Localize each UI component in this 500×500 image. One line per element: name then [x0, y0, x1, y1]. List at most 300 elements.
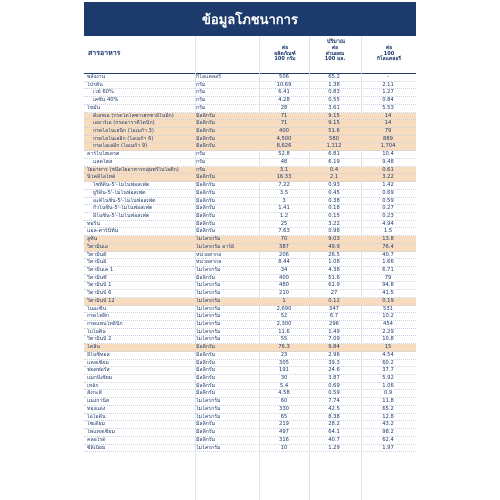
- per-100g-cell: 48: [280, 158, 288, 165]
- per-100ml-cell: 1.29: [328, 444, 340, 451]
- per-100ml-cell: 1.49: [328, 328, 340, 335]
- per-100kcal-cell: 1.66: [382, 259, 394, 266]
- per-100g-header-line: ผลิตภัณฑ์: [274, 50, 296, 57]
- table-row: [84, 97, 416, 105]
- nutrient-name-cell: แลคโตส: [93, 158, 113, 165]
- unit-cell: หน่วยสากล: [196, 259, 222, 266]
- nutrient-name-cell: แมกนีเซียม: [87, 375, 113, 382]
- per-100ml-cell: 0.59: [328, 390, 340, 397]
- per-100kcal-cell: 889: [383, 135, 393, 142]
- nutrient-name-cell: โซเดียม: [87, 421, 105, 428]
- table-row: [84, 205, 416, 213]
- per-100g-cell: 1: [282, 297, 286, 304]
- per-100g-cell: 71: [280, 112, 288, 119]
- per-100ml-cell: 0.55: [328, 97, 340, 104]
- nutrient-name-cell: อิโนซีน-5'-โมโนฟอสเฟต: [93, 212, 150, 219]
- table-row: [84, 321, 416, 329]
- table-row: [84, 267, 416, 275]
- unit-cell: มิลลิกรัม: [196, 197, 216, 204]
- unit-cell: หน่วยสากล: [196, 251, 222, 258]
- per-100ml-cell: 0.93: [328, 182, 340, 189]
- unit-cell: มิลลิกรัม: [196, 220, 216, 227]
- per-100kcal-cell: 0.59: [382, 197, 394, 204]
- per-100ml-cell: 42.5: [328, 405, 340, 412]
- table-row: [84, 82, 416, 90]
- per-100g-cell: 3: [282, 197, 286, 204]
- table-row: [84, 406, 416, 414]
- per-100g-cell: 219: [279, 421, 289, 428]
- per-100g-cell: 2,690: [276, 305, 292, 312]
- per-100kcal-header: [364, 46, 414, 63]
- per-100kcal-cell: 9.48: [382, 158, 394, 165]
- unit-cell: มิลลิกรัม: [196, 390, 216, 397]
- per-100g-cell: 10: [280, 444, 288, 451]
- unit-cell: ไมโครกรัม: [196, 413, 221, 420]
- per-100g-cell: 305: [279, 359, 289, 366]
- unit-cell: มิลลิกรัม: [196, 351, 216, 358]
- per-100g-cell: 16.33: [276, 174, 292, 181]
- unit-cell: มิลลิกรัม: [196, 382, 216, 389]
- nutrient-name-cell: วิตามินดี: [87, 251, 107, 258]
- per-100ml-header-line: ส่วนผสม: [325, 50, 345, 57]
- per-100kcal-cell: 4.94: [382, 220, 394, 227]
- per-100g-cell: 497: [279, 429, 289, 436]
- unit-cell: มิลลิกรัม: [196, 429, 216, 436]
- unit-cell: มิลลิกรัม: [196, 189, 216, 196]
- per-100kcal-cell: -: [387, 74, 389, 80]
- nutrient-name-cell: คลอไรด์: [87, 436, 106, 443]
- table-row: [84, 228, 416, 236]
- per-100g-cell: 25: [280, 220, 288, 227]
- nutrient-name-cell: ลูทีน: [87, 236, 98, 243]
- per-100ml-cell: 24.6: [328, 367, 340, 374]
- per-100kcal-cell: 0.84: [382, 97, 394, 104]
- per-100g-cell: 23: [280, 351, 288, 358]
- table-row: [84, 198, 416, 206]
- nutrient-name-cell: สังกะสี: [87, 390, 102, 397]
- table-row: [84, 313, 416, 321]
- per-100g-cell: 330: [279, 405, 289, 412]
- nutrient-name-cell: โพแทสเซียม: [87, 429, 115, 436]
- table-row: [84, 298, 416, 306]
- nutrient-name-cell: เหล็ก: [87, 382, 99, 389]
- nutrient-name-cell: กัวโนซีน-5'-โมโนฟอสเฟต: [93, 205, 153, 212]
- per-100ml-cell: 1,112: [326, 143, 342, 150]
- per-100ml-cell: 51.6: [328, 128, 340, 135]
- per-100kcal-cell: 15: [384, 344, 392, 351]
- per-100g-cell: 30: [280, 375, 288, 382]
- table-row: [84, 259, 416, 267]
- unit-cell: ไมโครกรัม: [196, 328, 221, 335]
- per-100ml-cell: 0.15: [328, 212, 340, 219]
- per-100g-cell: 71: [280, 120, 288, 127]
- per-100kcal-cell: 14: [384, 120, 392, 127]
- per-100g-cell: 4,500: [276, 135, 292, 142]
- unit-cell: กรัม: [196, 97, 206, 104]
- per-100kcal-cell: 3.22: [382, 174, 394, 181]
- nutrient-name-cell: โปรตีน: [87, 81, 103, 88]
- table-row: [84, 336, 416, 344]
- per-100kcal-cell: 6.71: [382, 266, 394, 273]
- per-100ml-cell: 0.69: [328, 382, 340, 389]
- unit-cell: มิลลิกรัม: [196, 135, 216, 142]
- table-row: [84, 390, 416, 398]
- per-100g-cell: 506: [279, 74, 289, 80]
- nutrient-name-cell: แอล-คาร์นิทีน: [87, 228, 119, 235]
- unit-cell: ไมโครกรัม อาร์อี: [196, 243, 234, 250]
- nutrient-name-cell: เออาร์เอ (กรดอาราคิโดนิก): [93, 120, 155, 127]
- per-100g-cell: 6.41: [278, 89, 290, 96]
- per-100g-cell: 8.44: [278, 259, 290, 266]
- nutrient-name-cell: ไนอะซิน: [87, 305, 107, 312]
- table-row: [84, 429, 416, 437]
- per-100ml-cell: 0.12: [328, 297, 340, 304]
- per-100ml-cell: 0.83: [328, 89, 340, 96]
- unit-cell: มิลลิกรัม: [196, 212, 216, 219]
- table-row: [84, 174, 416, 182]
- per-100g-cell: 11.6: [278, 328, 290, 335]
- unit-cell: มิลลิกรัม: [196, 274, 216, 281]
- per-100kcal-cell: 76.4: [382, 243, 394, 250]
- per-100g-cell: 3.1: [279, 166, 289, 173]
- table-row: [84, 236, 416, 244]
- nutrient-name-cell: นิวคลีโอไทด์: [87, 174, 116, 181]
- table-row: [84, 360, 416, 368]
- unit-cell: มิลลิกรัม: [196, 143, 216, 150]
- nutrient-name-cell: ซีลีเนียม: [87, 444, 106, 451]
- per-100kcal-cell: 10.8: [382, 336, 394, 343]
- per-100kcal-cell: 0.69: [382, 189, 394, 196]
- unit-cell: กรัม: [196, 166, 206, 173]
- nutrient-name-cell: วิตามินบี 12: [87, 297, 115, 304]
- unit-cell: มิลลิกรัม: [196, 344, 216, 351]
- table-row: [84, 159, 416, 167]
- table-row: [84, 437, 416, 445]
- table-header: [84, 36, 416, 74]
- per-100ml-cell: 0.4: [329, 166, 339, 173]
- unit-cell: กรัม: [196, 89, 206, 96]
- table-row: [84, 136, 416, 144]
- per-100g-cell: 1.41: [278, 205, 290, 212]
- unit-cell: มิลลิกรัม: [196, 174, 216, 181]
- table-row: [84, 89, 416, 97]
- per-100ml-cell: 49.9: [328, 243, 340, 250]
- per-100ml-header-line: 100 มล.: [324, 56, 346, 63]
- per-100ml-cell: 0.98: [328, 228, 340, 235]
- per-100ml-cell: 6.7: [329, 313, 339, 320]
- per-100g-cell: 55: [280, 336, 288, 343]
- per-100kcal-cell: 60.2: [382, 359, 394, 366]
- table-row: [84, 74, 416, 82]
- unit-cell: มิลลิกรัม: [196, 359, 216, 366]
- per-100kcal-cell: 1.5: [383, 228, 393, 235]
- nutrient-name-cell: วิตามินเอ: [87, 243, 109, 250]
- per-100ml-cell: 2.96: [328, 351, 340, 358]
- per-100ml-header-line: ต่อ: [331, 45, 339, 51]
- per-100ml-cell: 9.15: [328, 120, 340, 127]
- per-100g-cell: 387: [279, 243, 289, 250]
- per-100g-cell: 52.8: [278, 151, 290, 158]
- per-100ml-cell: 2.1: [329, 174, 339, 181]
- per-100g-cell: 4.58: [278, 390, 290, 397]
- unit-cell: มิลลิกรัม: [196, 128, 216, 135]
- per-100kcal-cell: 12.8: [382, 413, 394, 420]
- per-100ml-cell: 39.3: [328, 359, 340, 366]
- per-100g-cell: 3.5: [279, 189, 289, 196]
- nutrient-name-cell: ไอโอดีน: [87, 413, 106, 420]
- nutrient-name-cell: อิโนซิทอล: [87, 351, 110, 358]
- per-100kcal-header-line: 100: [383, 50, 395, 57]
- per-100kcal-cell: 4.54: [382, 351, 394, 358]
- per-100ml-cell: 6.81: [328, 151, 340, 158]
- nutrient-name-cell: ไขมัน: [87, 104, 101, 111]
- table-row: [84, 352, 416, 360]
- per-100g-cell: 65: [280, 413, 288, 420]
- per-100kcal-cell: 1.27: [382, 89, 394, 96]
- per-100g-cell: 70: [280, 236, 288, 243]
- per-100ml-cell: 1.08: [328, 259, 340, 266]
- nutrient-name-cell: กรดไลโนเลอิก (โอเมก้า 6): [93, 135, 154, 142]
- per-100ml-cell: 580: [329, 135, 339, 142]
- unit-cell: ไมโครกรัม: [196, 321, 221, 327]
- per-100ml-cell: 51.6: [328, 274, 340, 281]
- per-100g-cell: 5.4: [279, 382, 289, 389]
- unit-cell: มิลลิกรัม: [196, 182, 216, 189]
- nutrient-name-cell: คาร์โบไฮเดรต: [87, 151, 120, 158]
- unit-cell: กรัม: [196, 151, 206, 158]
- table-row: [84, 221, 416, 229]
- per-100kcal-cell: 1,704: [380, 143, 396, 150]
- nutrient-name-cell: ทองแดง: [87, 405, 106, 412]
- table-title: [84, 2, 416, 36]
- per-100g-cell: 480: [279, 282, 289, 289]
- per-100g-cell: 10.69: [276, 81, 292, 88]
- per-100ml-cell: 40.7: [328, 436, 340, 443]
- per-100g-cell: 2,300: [276, 321, 292, 327]
- per-100ml-cell: 7.09: [328, 336, 340, 343]
- unit-cell: มิลลิกรัม: [196, 367, 216, 374]
- per-100ml-cell: 64.1: [328, 429, 340, 436]
- per-100ml-cell: 27: [330, 290, 338, 297]
- per-100ml-cell: 26.5: [328, 251, 340, 258]
- nutrient-name-cell: วิตามินบี 1: [87, 282, 112, 289]
- per-100g-header: [260, 46, 310, 63]
- nutrient-name-cell: ไซทิดีน-5'-โมโนฟอสเฟต: [93, 182, 150, 189]
- per-100g-cell: 60: [280, 398, 288, 405]
- per-100kcal-cell: 62.4: [382, 436, 394, 443]
- nutrient-name-cell: ดีเอชเอ (กรดโดโคซาเฮกซาอีโนอิก): [93, 112, 174, 119]
- per-100ml-header: [310, 46, 360, 63]
- nutrient-name-cell: แคลเซียม: [87, 359, 109, 366]
- unit-cell: ไมโครกรัม: [196, 290, 221, 297]
- unit-cell: ไมโครกรัม: [196, 405, 221, 412]
- per-100g-cell: 4.28: [278, 97, 290, 104]
- nutrient-name-cell: พลังงาน: [87, 74, 106, 80]
- nutrition-facts-table: [84, 2, 416, 500]
- per-100g-cell: 191: [279, 367, 289, 374]
- unit-cell: ไมโครกรัม: [196, 305, 221, 312]
- table-row: [84, 244, 416, 252]
- per-100g-cell: 7.22: [278, 182, 290, 189]
- per-100kcal-cell: 2.11: [382, 81, 394, 88]
- per-100g-cell: 316: [279, 436, 289, 443]
- per-100ml-cell: 65.2: [328, 74, 340, 80]
- per-100kcal-cell: 94.8: [382, 282, 394, 289]
- per-100g-cell: 400: [279, 128, 289, 135]
- unit-cell: ไมโครกรัม: [196, 282, 221, 289]
- unit-cell: มิลลิกรัม: [196, 421, 216, 428]
- per-100kcal-header-line: กิโลแคลอรี: [376, 56, 402, 63]
- per-100kcal-header-line: ต่อ: [385, 45, 393, 51]
- table-row: [84, 252, 416, 260]
- per-100kcal-cell: 2.29: [382, 328, 394, 335]
- title-text: ข้อมูลโภชนาการ: [202, 12, 298, 28]
- table-row: [84, 375, 416, 383]
- per-100g-cell: 52: [280, 313, 288, 320]
- per-100ml-cell: 0.45: [328, 189, 340, 196]
- nutrient-name-cell: กรดไลโนเลนิก (โอเมก้า 3): [93, 128, 154, 135]
- per-100kcal-cell: 98.2: [382, 429, 394, 436]
- per-100kcal-cell: 1.06: [382, 382, 394, 389]
- per-100kcal-cell: 0.23: [382, 212, 394, 219]
- table-row: [84, 143, 416, 151]
- per-100kcal-cell: 41.5: [382, 290, 394, 297]
- per-100ml-cell: 28.2: [328, 421, 340, 428]
- unit-cell: ไมโครกรัม: [196, 313, 221, 320]
- per-100g-cell: 28: [280, 104, 288, 111]
- unit-cell: ไมโครกรัม: [196, 444, 221, 451]
- table-row: [84, 344, 416, 352]
- table-row: [84, 445, 416, 453]
- per-100kcal-cell: 37.7: [382, 367, 394, 374]
- per-100g-cell: 210: [279, 290, 289, 297]
- per-100kcal-cell: 14: [384, 112, 392, 119]
- table-row: [84, 275, 416, 283]
- unit-cell: มิลลิกรัม: [196, 112, 216, 119]
- table-row: [84, 367, 416, 375]
- per-100kcal-cell: 1.97: [382, 444, 394, 451]
- per-100g-cell: 206: [279, 251, 289, 258]
- table-body: [84, 74, 416, 452]
- per-100kcal-cell: 5.92: [382, 375, 394, 382]
- per-100g-cell: 8,626: [276, 143, 292, 150]
- per-100kcal-cell: 65.2: [382, 405, 394, 412]
- per-100g-cell: 400: [279, 274, 289, 281]
- table-row: [84, 282, 416, 290]
- per-100kcal-cell: 79: [384, 128, 392, 135]
- nutrient-name-cell: วิตามินอี: [87, 259, 107, 266]
- unit-cell: กรัม: [196, 158, 206, 165]
- unit-cell: มิลลิกรัม: [196, 205, 216, 212]
- per-100kcal-cell: 40.7: [382, 251, 394, 258]
- per-100ml-cell: 9.15: [328, 112, 340, 119]
- per-100g-cell: 7.63: [278, 228, 290, 235]
- per-100kcal-cell: 10.4: [382, 151, 394, 158]
- nutrient-name-cell: กรดโฟลิก: [87, 313, 110, 320]
- table-row: [84, 105, 416, 113]
- nutrient-name-cell: วิตามินซี: [87, 274, 107, 281]
- per-100kcal-cell: 43.2: [382, 421, 394, 428]
- unit-cell: มิลลิกรัม: [196, 375, 216, 382]
- unit-cell: มิลลิกรัม: [196, 120, 216, 127]
- nutrient-name-cell: ฟอสฟอรัส: [87, 367, 110, 374]
- per-100kcal-cell: 1.42: [382, 182, 394, 189]
- table-row: [84, 329, 416, 337]
- per-100ml-cell: 3.61: [328, 104, 340, 111]
- table-row: [84, 151, 416, 159]
- per-100kcal-cell: 0.19: [382, 297, 394, 304]
- per-100ml-cell: 0.38: [328, 197, 340, 204]
- table-row: [84, 213, 416, 221]
- per-100kcal-cell: 0.9: [383, 390, 393, 397]
- nutrient-column-header: สารอาหาร: [88, 49, 121, 57]
- per-100g-cell: 1.2: [279, 212, 289, 219]
- per-100ml-cell: 296: [329, 321, 339, 327]
- per-100g-header-line: ต่อ: [281, 45, 289, 51]
- nutrient-name-cell: ใยอาหาร (ชนิดใยอาหารกลุ่มพรีไบโอติก): [87, 166, 179, 173]
- unit-cell: กรัม: [196, 81, 206, 88]
- unit-cell: ไมโครกรัม: [196, 336, 221, 343]
- nutrient-name-cell: เวย์ 60%: [93, 89, 114, 96]
- nutrient-name-cell: วิตามินบี 2: [87, 336, 112, 343]
- per-100kcal-cell: 531: [383, 305, 393, 312]
- unit-cell: กิโลแคลอรี: [196, 74, 222, 80]
- per-100ml-cell: 3.22: [328, 220, 340, 227]
- table-row: [84, 306, 416, 314]
- per-100g-cell: 34: [280, 266, 288, 273]
- table-row: [84, 398, 416, 406]
- nutrient-name-cell: ยูริดีน-5'-โมโนฟอสเฟต: [93, 189, 146, 196]
- table-row: [84, 190, 416, 198]
- per-100g-header-line: 100 กรัม: [274, 56, 296, 63]
- per-100kcal-cell: 0.61: [382, 166, 394, 173]
- table-row: [84, 182, 416, 190]
- per-100kcal-cell: 79: [384, 274, 392, 281]
- table-row: [84, 128, 416, 136]
- per-100ml-cell: 61.9: [328, 282, 340, 289]
- per-100ml-cell: 7.74: [328, 398, 340, 405]
- nutrient-name-cell: วิตามินเค 1: [87, 266, 114, 273]
- unit-cell: ไมโครกรัม: [196, 398, 221, 405]
- nutrient-name-cell: อะดีโนซีน-5'-โมโนฟอสเฟต: [93, 197, 156, 204]
- per-100kcal-cell: 0.27: [382, 205, 394, 212]
- nutrient-name-cell: ไบโอติน: [87, 328, 106, 335]
- unit-cell: มิลลิกรัม: [196, 228, 216, 235]
- table-row: [84, 167, 416, 175]
- per-100kcal-cell: 11.8: [382, 398, 394, 405]
- nutrient-name-cell: ทอรีน: [87, 220, 100, 227]
- nutrient-name-cell: วิตามินบี 6: [87, 290, 112, 297]
- per-100ml-cell: 347: [329, 305, 339, 312]
- table-row: [84, 120, 416, 128]
- unit-cell: ไมโครกรัม: [196, 236, 221, 243]
- unit-cell: กรัม: [196, 104, 206, 111]
- table-row: [84, 421, 416, 429]
- per-100ml-cell: 6.19: [328, 158, 340, 165]
- table-row: [84, 414, 416, 422]
- per-100kcal-cell: 5.53: [382, 104, 394, 111]
- per-100kcal-cell: 10.2: [382, 313, 394, 320]
- unit-cell: มิลลิกรัม: [196, 436, 216, 443]
- quantity-column-header: ปริมาณ: [326, 39, 346, 45]
- nutrient-name-cell: กรดแพนโทธินิก: [87, 321, 123, 327]
- per-100ml-cell: 9.84: [328, 344, 340, 351]
- table-row: [84, 383, 416, 391]
- table-row: [84, 290, 416, 298]
- per-100ml-cell: 3.87: [328, 375, 340, 382]
- nutrient-name-cell: โคลีน: [87, 344, 100, 351]
- per-100kcal-cell: 13.8: [382, 236, 394, 243]
